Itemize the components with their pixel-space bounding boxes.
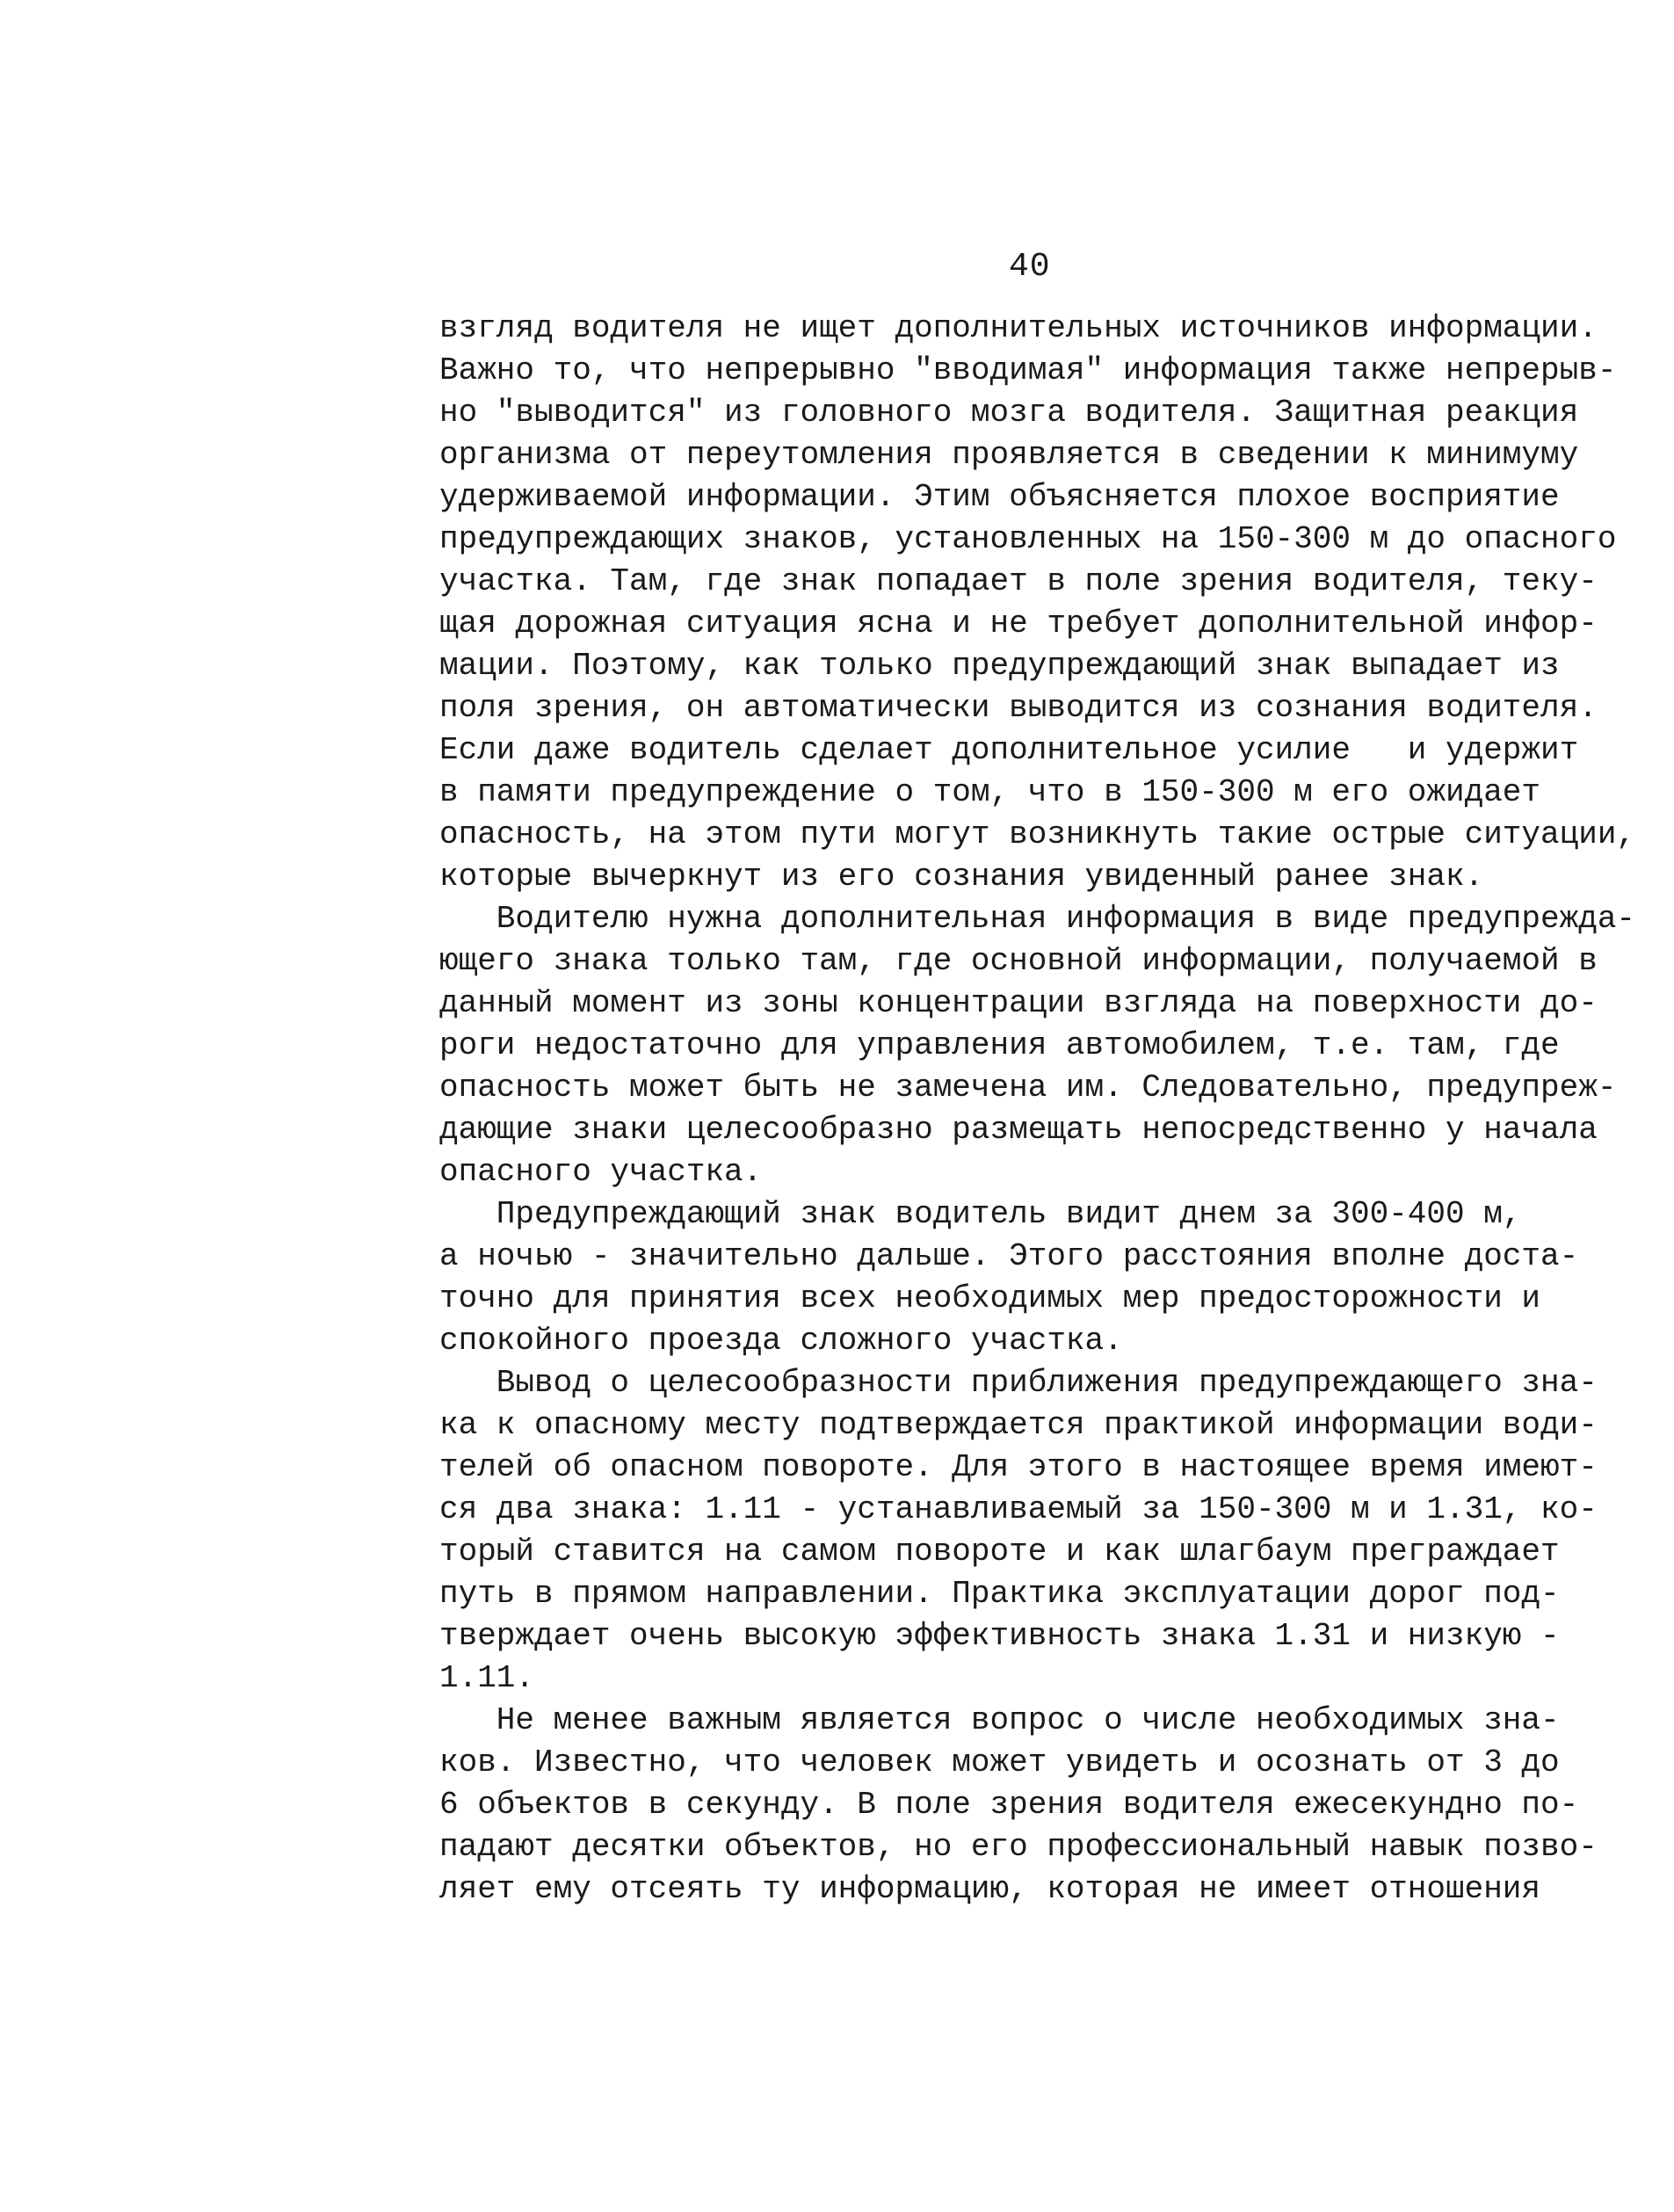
text-line: опасность, на этом пути могут возникнуть такие острые ситуации, bbox=[439, 816, 1636, 852]
text-line: поля зрения, он автоматически выводится из сознания водителя. bbox=[439, 690, 1598, 726]
text-line: ляет ему отсеять ту информацию, которая не имеет отношения bbox=[439, 1871, 1541, 1907]
text-line: Предупреждающий знак водитель видит днем за 300-400 м, bbox=[439, 1196, 1522, 1232]
text-line: опасность может быть не замечена им. Следовательно, предупреж- bbox=[439, 1070, 1617, 1106]
text-line: мации. Поэтому, как только предупреждающий знак выпадает из bbox=[439, 648, 1560, 684]
text-line: ка к опасному месту подтверждается практикой информации води- bbox=[439, 1407, 1598, 1443]
text-line: 1.11. bbox=[439, 1660, 535, 1696]
text-line: ков. Известно, что человек может увидеть и осознать от 3 до bbox=[439, 1744, 1560, 1780]
text-line: Важно то, что непрерывно "вводимая" информация также непрерыв- bbox=[439, 352, 1617, 388]
text-line: данный момент из зоны концентрации взгляда на поверхности до- bbox=[439, 985, 1598, 1021]
page-number: 40 bbox=[1009, 248, 1051, 286]
text-line: щая дорожная ситуация ясна и не требует дополнительной инфор- bbox=[439, 606, 1598, 642]
text-line: в памяти предупреждение о том, что в 150-300 м его ожидает bbox=[439, 774, 1541, 810]
body-text bbox=[439, 308, 1636, 1911]
text-line: ся два знака: 1.11 - устанавливаемый за 150-300 м и 1.31, ко- bbox=[439, 1491, 1598, 1527]
text-line: удерживаемой информации. Этим объясняется плохое восприятие bbox=[439, 479, 1560, 515]
text-line: спокойного проезда сложного участка. bbox=[439, 1323, 1123, 1359]
text-line: телей об опасном повороте. Для этого в настоящее время имеют- bbox=[439, 1449, 1598, 1485]
text-line: Вывод о целесообразности приближения предупреждающего зна- bbox=[439, 1365, 1598, 1401]
text-line: опасного участка. bbox=[439, 1154, 763, 1190]
text-line: Если даже водитель сделает дополнительное усилие и удержит bbox=[439, 732, 1579, 768]
text-line: торый ставится на самом повороте и как шлагбаум преграждает bbox=[439, 1534, 1560, 1570]
text-line: дающие знаки целесообразно размещать непосредственно у начала bbox=[439, 1112, 1598, 1148]
text-line: которые вычеркнут из его сознания увиденный ранее знак. bbox=[439, 859, 1484, 895]
text-line: роги недостаточно для управления автомобилем, т.е. там, где bbox=[439, 1027, 1560, 1063]
text-line: 6 объектов в секунду. В поле зрения водителя ежесекундно по- bbox=[439, 1787, 1579, 1823]
text-line: ющего знака только там, где основной информации, получаемой в bbox=[439, 943, 1598, 979]
text-line: падают десятки объектов, но его профессиональный навык позво- bbox=[439, 1829, 1598, 1865]
text-line: но "выводится" из головного мозга водителя. Защитная реакция bbox=[439, 395, 1579, 431]
text-line: Водителю нужна дополнительная информация в виде предупрежда- bbox=[439, 901, 1636, 937]
text-line: путь в прямом направлении. Практика эксплуатации дорог под- bbox=[439, 1576, 1560, 1612]
text-line: предупреждающих знаков, установленных на 150-300 м до опасного bbox=[439, 521, 1617, 557]
text-line: точно для принятия всех необходимых мер предосторожности и bbox=[439, 1280, 1541, 1316]
text-line: Не менее важным является вопрос о числе необходимых зна- bbox=[439, 1702, 1560, 1738]
text-line: участка. Там, где знак попадает в поле зрения водителя, теку- bbox=[439, 563, 1598, 599]
text-line: взгляд водителя не ищет дополнительных источников информации. bbox=[439, 310, 1598, 346]
text-line: тверждает очень высокую эффективность знака 1.31 и низкую - bbox=[439, 1618, 1560, 1654]
text-line: а ночью - значительно дальше. Этого расстояния вполне доста- bbox=[439, 1238, 1579, 1274]
text-line: организма от переутомления проявляется в сведении к минимуму bbox=[439, 437, 1579, 473]
